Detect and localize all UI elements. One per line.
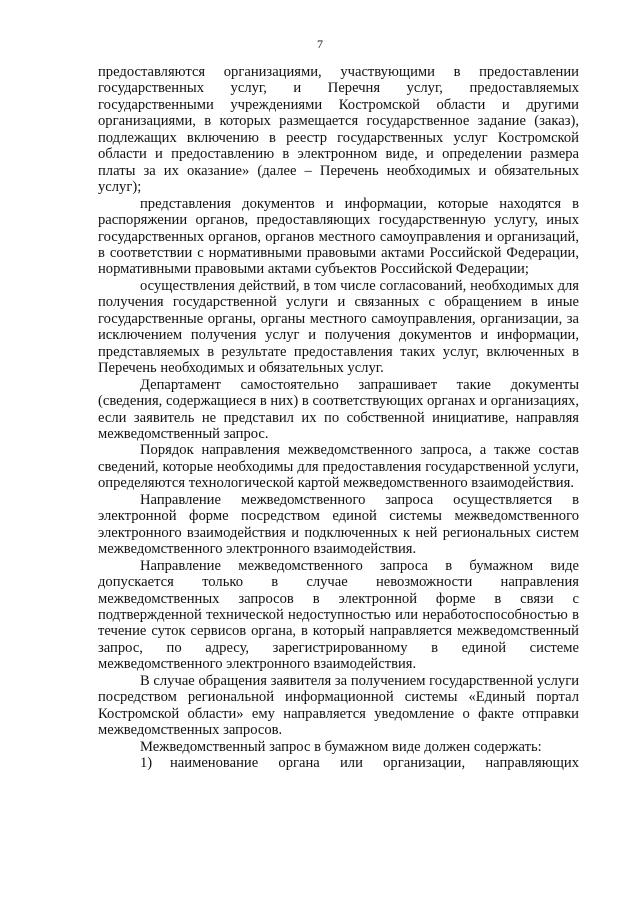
paragraph: Порядок направления межведомственного запроса, а также состав сведений, которые необходимы для предоставления государственной услуги, определяются технологической картой межведомственного взаимодействия. [98, 442, 579, 492]
paragraph: Межведомственный запрос в бумажном виде должен содержать: [140, 738, 542, 755]
paragraph: В случае обращения заявителя за получением государственной услуги посредством региональной информационной системы «Единый портал Костромской области» ему направляется уведомление о факте отправки межведомственных запросов. [98, 672, 579, 739]
document-body [98, 64, 579, 771]
paragraph: Направление межведомственного запроса осуществляется в электронной форме посредством единой системы межведомственного электронного взаимодействия и подключенных к ней региональных систем межведомственного электронного взаимодействия. [98, 491, 579, 558]
list-item-number: 1) [140, 755, 153, 772]
paragraph: предоставляются организациями, участвующими в предоставлении государственных услуг, и Перечня услуг, предоставляемых государственными учреждениями Костромской области и другими организациями, в которых размещается государственное задание (заказ), подлежащих включению в реестр государственных услуг Костромской области и предоставлению в электронном виде, и определении размера платы за их оказание» (далее – Перечень необходимых и обязательных услуг); [98, 64, 579, 196]
paragraph: Направление межведомственного запроса в бумажном виде допускается только в случае невозможности направления межведомственных запросов в электронной форме в связи с подтвержденной технической недоступностью или неработоспособностью в течение суток сервисов органа, в который направляется межведомственный запрос, по адресу, зарегистрированному в единой системе межведомственного электронного взаимодействия. [98, 557, 579, 673]
paragraph: представления документов и информации, которые находятся в распоряжении органов, предоставляющих государственную услугу, иных государственных органов, органов местного самоуправления и организаций, в соответствии с нормативными правовыми актами Российской Федерации, нормативными правовыми актами субъектов Российской Федерации; [98, 195, 579, 278]
list-item-text: наименование органа или организации, направляющих [170, 755, 579, 772]
paragraph: Департамент самостоятельно запрашивает такие документы (сведения, содержащиеся в них) в соответствующих органах и организациях, если заявитель не представил их по собственной инициативе, направляя межведомственный запрос. [98, 376, 579, 442]
page-number: 7 [317, 37, 323, 51]
paragraph: осуществления действий, в том числе согласований, необходимых для получения государственной услуги и связанных с обращением в иные государственные органы, органы местного самоуправления, организации, за исключением получения услуг и получения документов и информации, представляемых в результате предоставления таких услуг, включенных в Перечень необходимых и обязательных услуг. [98, 277, 579, 377]
list-item [98, 755, 579, 771]
